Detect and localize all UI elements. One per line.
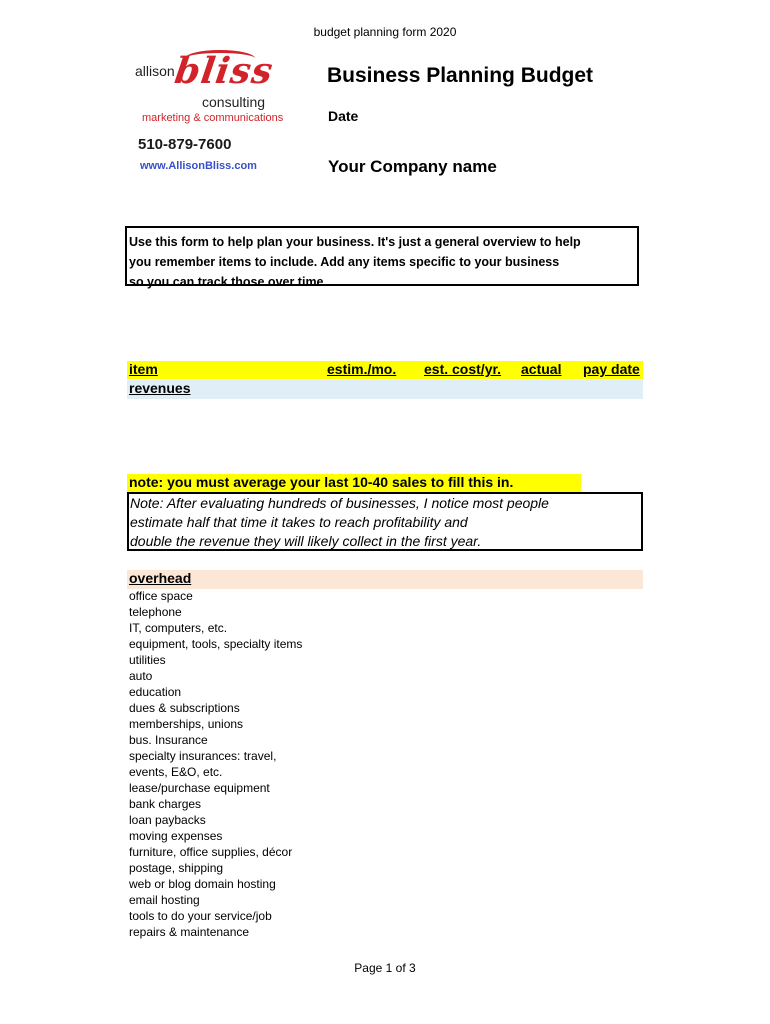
note-box (127, 492, 643, 551)
list-item: tools to do your service/job (129, 909, 272, 923)
website-link[interactable]: www.AllisonBliss.com (140, 160, 257, 172)
date-label: Date (328, 108, 359, 124)
list-item: office space (129, 589, 193, 603)
list-item: bus. Insurance (129, 733, 208, 747)
column-header-estim-mo: estim./mo. (327, 361, 397, 377)
list-item: auto (129, 669, 153, 683)
table-header-row (127, 361, 643, 379)
revenues-label: revenues (129, 380, 191, 396)
note-line: Note: After evaluating hundreds of businesses, I notice most people (130, 495, 549, 511)
phone-number: 510-879-7600 (138, 136, 232, 153)
intro-line: so you can track those over time. (129, 275, 327, 289)
list-item: specialty insurances: travel, (129, 749, 277, 763)
intro-instructions-box (125, 226, 639, 289)
list-item: postage, shipping (129, 861, 224, 875)
column-header-actual: actual (521, 361, 562, 377)
logo-consulting-text: consulting (202, 94, 266, 110)
list-item: events, E&O, etc. (129, 765, 223, 779)
column-header-item: item (129, 361, 158, 377)
list-item: IT, computers, etc. (129, 621, 228, 635)
document-title: Business Planning Budget (327, 64, 594, 87)
list-item: repairs & maintenance (129, 925, 250, 939)
logo-tagline: marketing & communications (142, 112, 284, 124)
list-item: education (129, 685, 182, 699)
overhead-item-list (129, 588, 302, 940)
revenues-section-row (127, 380, 643, 399)
column-header-pay-date: pay date (583, 361, 640, 377)
intro-line: Use this form to help plan your business. It's just a general overview to help (129, 235, 581, 249)
list-item: loan paybacks (129, 813, 206, 827)
overhead-section-row (127, 570, 643, 589)
column-header-est-cost-yr: est. cost/yr. (424, 361, 502, 377)
overhead-label: overhead (129, 570, 192, 586)
page-header-title: budget planning form 2020 (313, 25, 457, 39)
list-item: dues & subscriptions (129, 701, 240, 715)
note-highlight-bar (127, 474, 581, 492)
list-item: utilities (129, 653, 166, 667)
logo-bliss-text: bliss (172, 50, 277, 92)
page-number: Page 1 of 3 (354, 961, 416, 975)
list-item: email hosting (129, 893, 200, 907)
list-item: web or blog domain hosting (129, 877, 276, 891)
logo-allison-text: allison (135, 63, 175, 79)
list-item: equipment, tools, specialty items (129, 637, 303, 651)
note-bar-text: note: you must average your last 10-40 sales to fill this in. (129, 474, 514, 490)
list-item: lease/purchase equipment (129, 781, 270, 795)
list-item: memberships, unions (129, 717, 244, 731)
note-line: estimate half that time it takes to reach profitability and (130, 514, 468, 530)
list-item: telephone (129, 605, 182, 619)
note-line: double the revenue they will likely collect in the first year. (130, 533, 482, 549)
list-item: moving expenses (129, 829, 223, 843)
intro-line: you remember items to include. Add any items specific to your business (129, 255, 560, 269)
company-logo (130, 50, 315, 180)
company-name: Your Company name (328, 157, 497, 176)
list-item: bank charges (129, 797, 202, 811)
list-item: furniture, office supplies, décor (129, 845, 293, 859)
